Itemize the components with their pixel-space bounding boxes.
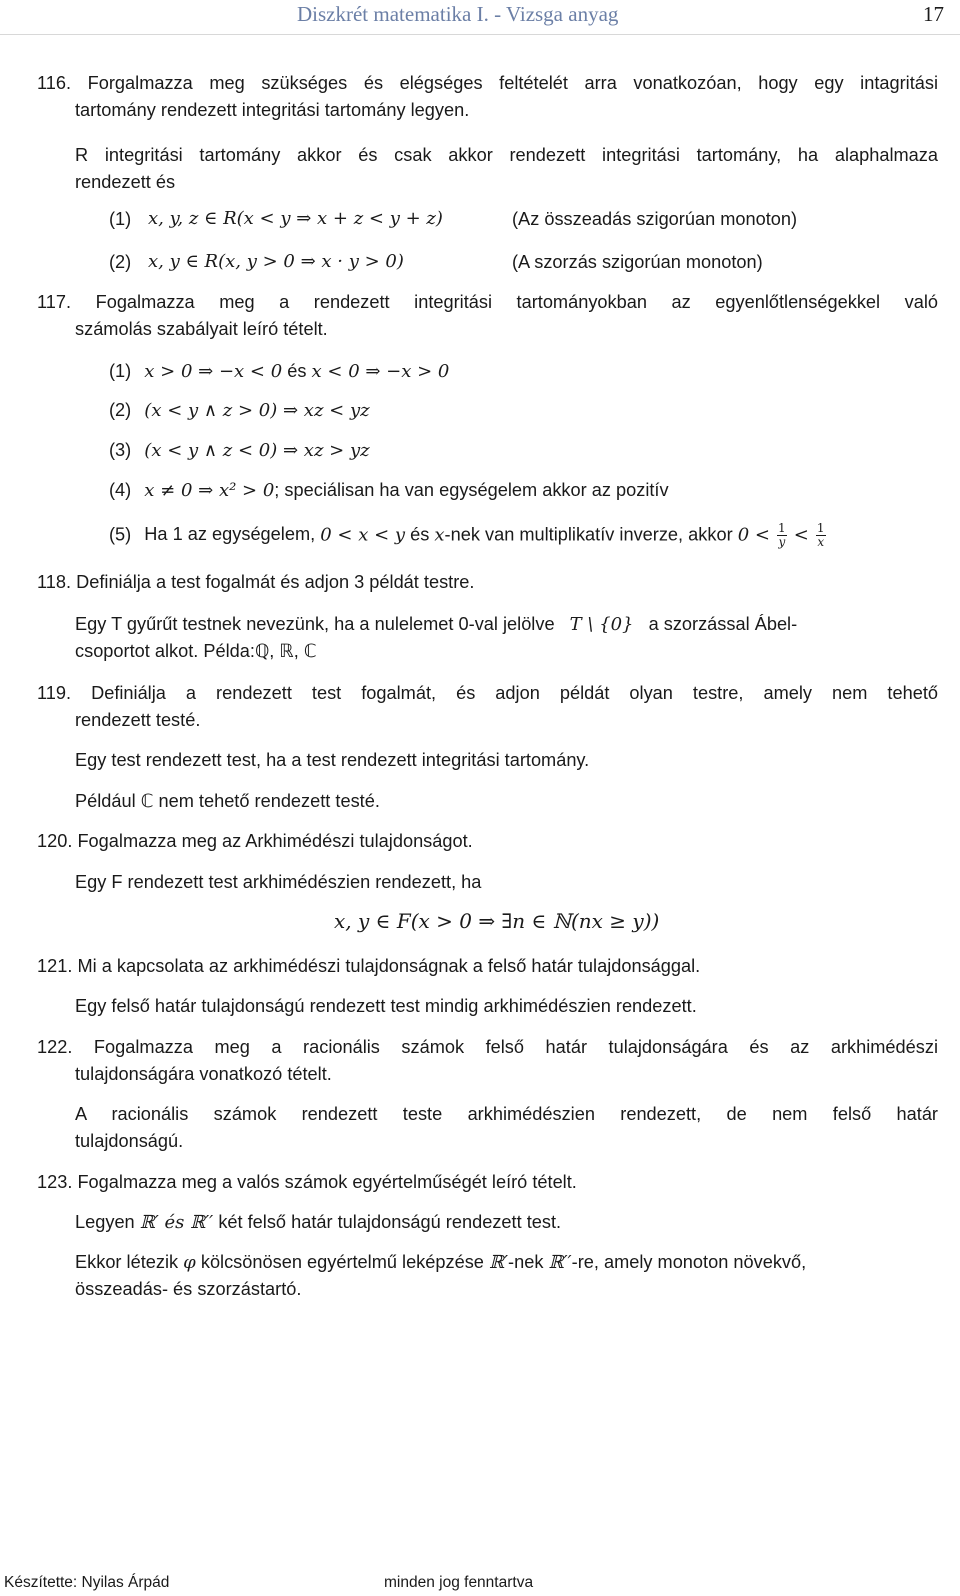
answer-123-math-2: ℝ′ [489,1252,509,1273]
condition-2-note: (A szorzás szigorúan monoton) [512,252,763,272]
rule-1-formula-a: x > 0 ⇒ −x < 0 [144,361,283,382]
fraction-1-numerator: 1 [778,521,786,535]
condition-2-label: (2) [109,252,132,272]
answer-119-line-2: Például ℂ nem tehető rendezett testé. [75,791,380,811]
fraction-one-over-y [777,522,787,549]
question-122-line-2: tulajdonságára vonatkozó tételt. [75,1064,332,1084]
rule-2-label: (2) [109,400,132,420]
rule-1 [109,359,449,384]
archimedean-formula: x, y ∈ F(x > 0 ⇒ ∃n ∈ ℕ(nx ≥ y)) [334,909,660,933]
page-header [0,0,960,40]
rule-5-text-3: -nek van multiplikatív inverze, akkor [444,524,733,545]
answer-118-text-1: Egy T gyűrűt testnek nevezünk, ha a nulelemet 0-val jelölve [75,614,555,634]
rule-4-label: (4) [109,480,132,500]
answer-123-text-2: két felső határ tulajdonságú rendezett test. [218,1212,562,1232]
question-121: 121. Mi a kapcsolata az arkhimédészi tulajdonságnak a felső határ tulajdonsággal. [37,956,701,976]
answer-123-text-6: -re, amely monoton növekvő, [571,1252,807,1272]
answer-123-text-4: kölcsönösen egyértelmű leképzése [200,1252,484,1272]
question-123: 123. Fogalmazza meg a valós számok egyértelműségét leíró tételt. [37,1172,577,1192]
condition-1-formula: x, y, z ∈ R(x < y ⇒ x + z < y + z) [148,208,443,229]
answer-118-math: T \ {0} [569,614,634,635]
answer-122-line-2: tulajdonságú. [75,1131,184,1151]
rule-4-formula: x ≠ 0 ⇒ x² > 0 [144,480,275,501]
header-divider [0,34,960,35]
rule-5-label: (5) [109,524,132,545]
condition-1-label: (1) [109,209,132,229]
answer-123-text-1: Legyen [75,1212,135,1232]
question-117-line-2: számolás szabályait leíró tételt. [75,319,328,339]
answer-116-line-1: R integritási tartomány akkor és csak akkor rendezett integritási tartomány, ha alaphalmaza [75,145,938,165]
footer-rights: minden jog fenntartva [384,1574,534,1591]
question-117-line-1: 117. Fogalmazza meg a rendezett integritási tartományokban az egyenlőtlenségekkel való [37,292,938,312]
rule-5 [109,522,828,549]
answer-120-line-1: Egy F rendezett test arkhimédészien rendezett, ha [75,872,482,892]
fraction-one-over-x [816,522,826,549]
rule-4-text: ; speciálisan ha van egységelem akkor az pozitív [274,480,669,500]
answer-116-line-2: rendezett és [75,172,176,192]
answer-123-line-1 [75,1210,561,1235]
answer-123-text-3: Ekkor létezik [75,1252,179,1272]
question-120: 120. Fogalmazza meg az Arkhimédészi tulajdonságot. [37,831,473,851]
rule-5-less-than: < [793,524,809,546]
rule-4 [109,478,669,503]
header-title: Diszkrét matematika I. - Vizsga anyag [297,2,619,26]
answer-118-line-1 [75,612,938,637]
answer-123-line-3: összeadás- és szorzástartó. [75,1279,302,1299]
answer-123-math-3: ℝ′′ [548,1252,572,1273]
rule-5-math-2: x [434,524,445,546]
question-118: 118. Definiálja a test fogalmát és adjon 3 példát testre. [37,572,475,592]
fraction-2-denominator: x [817,535,825,549]
fraction-2-numerator: 1 [816,521,825,535]
condition-2-formula: x, y ∈ R(x, y > 0 ⇒ x · y > 0) [148,251,404,272]
answer-123-line-2 [75,1250,806,1275]
question-119-line-2: rendezett testé. [75,710,201,730]
page-number: 17 [923,2,944,26]
question-122-line-1: 122. Fogalmazza meg a racionális számok felső határ tulajdonságára és az arkhimédészi [37,1037,938,1057]
rule-3 [109,438,370,463]
answer-118-text-2: a szorzással Ábel- [648,614,798,634]
answer-123-text-5: -nek [508,1252,544,1272]
rule-5-math-3: 0 < [737,524,770,546]
phi-symbol: φ [183,1252,196,1273]
answer-119-line-1: Egy test rendezett test, ha a test rendezett integritási tartomány. [75,750,590,770]
answer-118-line-2: csoportot alkot. Példa:ℚ, ℝ, ℂ [75,641,317,661]
question-116-line-1: 116. Forgalmazza meg szükséges és elégséges feltételét arra vonatkozóan, hogy egy intagritási [37,73,938,93]
question-116-line-2: tartomány rendezett integritási tartomány legyen. [75,100,470,120]
answer-123-math-1: ℝ′ és ℝ′′ [139,1212,214,1233]
condition-1-note: (Az összeadás szigorúan monoton) [512,209,798,229]
answer-122-line-1: A racionális számok rendezett teste arkhimédészien rendezett, de nem felső határ [75,1104,938,1124]
footer-author: Készítette: Nyilas Árpád [4,1574,170,1591]
rule-2 [109,398,370,423]
rule-5-text-1: Ha 1 az egységelem, [144,524,316,545]
answer-121: Egy felső határ tulajdonságú rendezett test mindig arkhimédészien rendezett. [75,996,697,1016]
rule-1-and: és [287,361,307,381]
rule-3-formula: (x < y ∧ z < 0) ⇒ xz > yz [144,440,370,461]
fraction-1-denominator: y [778,535,786,549]
rule-1-formula-b: x < 0 ⇒ −x > 0 [311,361,450,382]
rule-2-formula: (x < y ∧ z > 0) ⇒ xz < yz [144,400,370,421]
rule-5-math-1: 0 < x < y [320,524,406,546]
rule-3-label: (3) [109,440,132,460]
rule-5-text-2: és [410,524,430,545]
rule-1-label: (1) [109,361,132,381]
question-119-line-1: 119. Definiálja a rendezett test fogalmát, és adjon példát olyan testre, amely nem tehető [37,683,938,703]
